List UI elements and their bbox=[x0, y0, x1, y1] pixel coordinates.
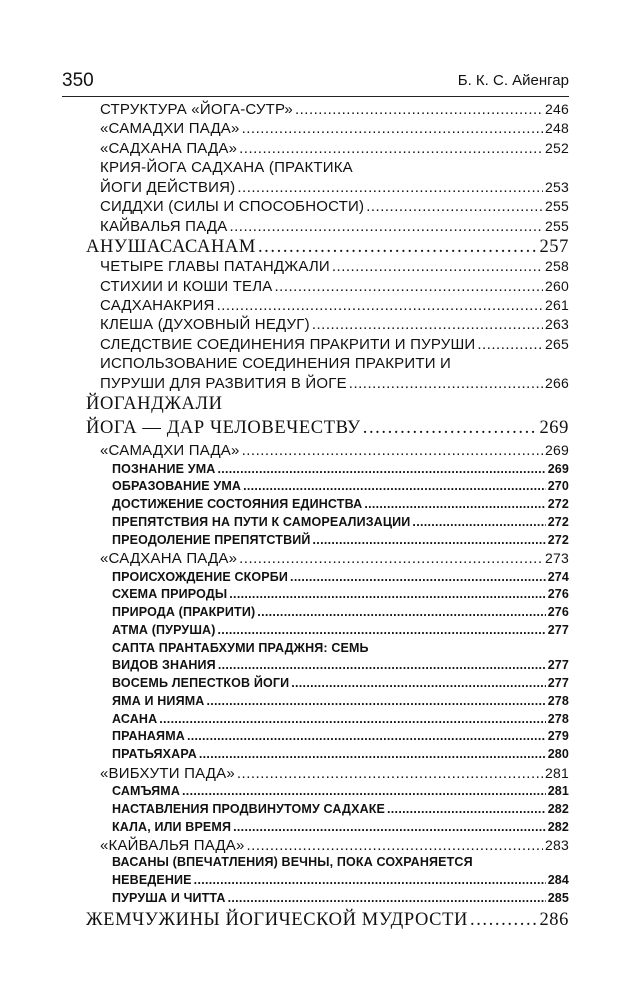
toc-entry bbox=[112, 533, 569, 547]
toc-entry bbox=[112, 855, 569, 869]
toc-entry bbox=[100, 258, 569, 275]
toc-entry-page: 248 bbox=[545, 120, 569, 137]
toc-leader-dots bbox=[159, 712, 545, 726]
toc-entry bbox=[86, 910, 569, 931]
toc-entry bbox=[86, 394, 569, 415]
toc-leader-dots bbox=[194, 873, 546, 887]
toc-leader-dots bbox=[242, 442, 543, 459]
toc-entry bbox=[100, 765, 569, 782]
toc-entry-page: 284 bbox=[547, 872, 569, 887]
toc-entry-title: СТРУКТУРА «ЙОГА-СУТР» bbox=[100, 101, 293, 118]
toc-entry bbox=[112, 694, 569, 708]
toc-entry bbox=[100, 375, 569, 392]
toc-entry-title: ОБРАЗОВАНИЕ УМА bbox=[112, 479, 242, 494]
toc-entry-page: 253 bbox=[545, 178, 569, 195]
toc-leader-dots bbox=[182, 784, 546, 798]
toc-entry-page: 282 bbox=[547, 819, 569, 834]
toc-entry-title: КАЛА, ИЛИ ВРЕМЯ bbox=[112, 819, 232, 834]
toc-entry-title: ПРЕПЯТСТВИЯ НА ПУТИ К САМОРЕАЛИЗАЦИИ bbox=[112, 514, 411, 529]
toc-entry-title: ЧЕТЫРЕ ГЛАВЫ ПАТАНДЖАЛИ bbox=[100, 258, 330, 276]
toc-entry bbox=[112, 462, 569, 476]
toc-leader-dots bbox=[218, 658, 546, 672]
toc-entry-title: «КАЙВАЛЬЯ ПАДА» bbox=[100, 837, 245, 855]
toc-entry-title: ЙОГАНДЖАЛИ bbox=[86, 394, 223, 414]
toc-entry-title: АТМА (ПУРУША) bbox=[112, 622, 216, 637]
toc-leader-dots bbox=[332, 258, 543, 275]
toc-leader-dots bbox=[290, 570, 546, 584]
toc-entry bbox=[100, 179, 569, 196]
toc-entry-title: ПРИРОДА (ПРАКРИТИ) bbox=[112, 605, 256, 620]
toc-entry bbox=[100, 140, 569, 157]
toc-entry-title: «САМАДХИ ПАДА» bbox=[100, 442, 240, 460]
toc-entry-page: 258 bbox=[545, 258, 569, 275]
toc-entry-page: 272 bbox=[547, 532, 569, 547]
toc-entry bbox=[112, 891, 569, 905]
toc-entry-title: ЖЕМЧУЖИНЫ ЙОГИЧЕСКОЙ МУДРОСТИ bbox=[86, 910, 468, 930]
toc-entry-title: ПОЗНАНИЕ УМА bbox=[112, 461, 216, 476]
toc-entry-title: ПРАНАЯМА bbox=[112, 729, 185, 744]
toc-entry-page: 277 bbox=[547, 676, 569, 691]
toc-entry-page: 282 bbox=[547, 801, 569, 816]
header-rule bbox=[62, 96, 569, 97]
toc-entry bbox=[100, 278, 569, 295]
toc-entry-page: 280 bbox=[547, 747, 569, 761]
toc-leader-dots bbox=[239, 550, 543, 567]
toc-entry-page: 285 bbox=[547, 890, 569, 905]
toc-entry-page: 269 bbox=[545, 442, 569, 459]
toc-entry bbox=[112, 515, 569, 529]
toc-entry-page: 277 bbox=[547, 658, 569, 673]
toc-entry bbox=[112, 802, 569, 816]
toc-entry-title: ИСПОЛЬЗОВАНИЕ СОЕДИНЕНИЯ ПРАКРИТИ И bbox=[100, 355, 452, 373]
toc-entry bbox=[100, 297, 569, 314]
toc-leader-dots bbox=[228, 891, 546, 905]
toc-entry-title: КАЙВАЛЬЯ ПАДА bbox=[100, 217, 228, 235]
toc-entry-page: 276 bbox=[547, 587, 569, 602]
toc-entry bbox=[112, 747, 569, 761]
page-number: 350 bbox=[62, 70, 94, 91]
toc-entry bbox=[112, 658, 569, 672]
toc-entry-title: СХЕМА ПРИРОДЫ bbox=[112, 587, 228, 602]
toc-entry bbox=[112, 497, 569, 511]
toc-leader-dots bbox=[295, 101, 543, 118]
toc-leader-dots bbox=[247, 837, 544, 854]
toc-entry-page: 277 bbox=[547, 622, 569, 637]
toc-entry-page: 252 bbox=[545, 139, 569, 156]
toc-entry-page: 273 bbox=[545, 550, 569, 567]
toc-entry-page: 269 bbox=[547, 461, 569, 476]
toc-leader-dots bbox=[233, 820, 546, 834]
toc-entry bbox=[112, 641, 569, 655]
toc-entry-title: СЛЕДСТВИЕ СОЕДИНЕНИЯ ПРАКРИТИ И ПУРУШИ bbox=[100, 335, 476, 353]
toc-entry-title: ПУРУША И ЧИТТА bbox=[112, 890, 226, 905]
toc-entry-page: 263 bbox=[545, 316, 569, 333]
toc-entry-page: 278 bbox=[547, 693, 569, 708]
toc-entry-title: КЛЕША (ДУХОВНЫЙ НЕДУГ) bbox=[100, 316, 310, 334]
toc-entry-title: ПУРУШИ ДЛЯ РАЗВИТИЯ В ЙОГЕ bbox=[100, 374, 347, 392]
toc-entry-title: ДОСТИЖЕНИЕ СОСТОЯНИЯ ЕДИНСТВА bbox=[112, 497, 363, 512]
toc-entry-page: 265 bbox=[545, 335, 569, 352]
toc-entry-title: ПРОИСХОЖДЕНИЕ СКОРБИ bbox=[112, 569, 289, 584]
toc-entry-title: НАСТАВЛЕНИЯ ПРОДВИНУТОМУ САДХАКЕ bbox=[112, 801, 386, 816]
toc-entry-title: ПРАТЬЯХАРА bbox=[112, 747, 197, 761]
toc-entry-page: 255 bbox=[545, 198, 569, 215]
toc-leader-dots bbox=[291, 676, 545, 690]
toc-leader-dots bbox=[239, 140, 543, 157]
toc-leader-dots bbox=[275, 278, 544, 295]
toc-entry bbox=[112, 623, 569, 637]
toc-entry bbox=[100, 316, 569, 333]
toc-entry-title: ЙОГИ ДЕЙСТВИЯ) bbox=[100, 178, 236, 196]
toc-entry-title: «САМАДХИ ПАДА» bbox=[100, 120, 240, 138]
toc-entry-title: «ВИБХУТИ ПАДА» bbox=[100, 764, 235, 782]
toc-entry-page: 272 bbox=[547, 497, 569, 512]
toc-entry bbox=[86, 418, 569, 439]
toc-entry-page: 286 bbox=[539, 910, 569, 930]
toc-leader-dots bbox=[187, 729, 546, 743]
toc-entry bbox=[100, 550, 569, 567]
toc-leader-dots bbox=[237, 179, 543, 196]
toc-entry-page: 281 bbox=[547, 784, 569, 799]
toc-entry bbox=[112, 676, 569, 690]
toc-entry-title: ВИДОВ ЗНАНИЯ bbox=[112, 658, 216, 673]
toc-leader-dots bbox=[412, 515, 545, 529]
toc-leader-dots bbox=[313, 533, 546, 547]
toc-entry-page: 270 bbox=[547, 479, 569, 494]
toc-entry-title: ВОСЕМЬ ЛЕПЕСТКОВ ЙОГИ bbox=[112, 676, 290, 691]
toc-leader-dots bbox=[312, 316, 543, 333]
toc-entry-page: 278 bbox=[547, 711, 569, 726]
toc-leader-dots bbox=[470, 910, 537, 931]
toc-entry-page: 276 bbox=[547, 605, 569, 620]
toc-leader-dots bbox=[243, 479, 546, 493]
toc-entry-page: 257 bbox=[539, 237, 569, 257]
toc-entry-page: 255 bbox=[545, 217, 569, 234]
toc-leader-dots bbox=[237, 765, 543, 782]
running-title: Б. К. С. Айенгар bbox=[457, 72, 569, 89]
toc-leader-dots bbox=[229, 587, 545, 601]
toc-entry-page: 266 bbox=[545, 374, 569, 391]
toc-leader-dots bbox=[199, 747, 546, 761]
toc-entry-title: АСАНА bbox=[112, 711, 158, 726]
toc-entry-title: САПТА ПРАНТАБХУМИ ПРАДЖНЯ: СЕМЬ bbox=[112, 640, 369, 655]
toc-leader-dots bbox=[387, 802, 546, 816]
toc-leader-dots bbox=[229, 218, 543, 235]
toc-entry bbox=[112, 729, 569, 743]
toc-entry-page: 274 bbox=[547, 569, 569, 584]
toc-entry-title: ЯМА И НИЯМА bbox=[112, 693, 205, 708]
toc-entry-title: ВАСАНЫ (ВПЕЧАТЛЕНИЯ) ВЕЧНЫ, ПОКА СОХРАНЯЕТСЯ bbox=[112, 855, 473, 870]
toc-leader-dots bbox=[477, 336, 543, 353]
toc-leader-dots bbox=[218, 623, 546, 637]
toc-entry-page: 246 bbox=[545, 101, 569, 117]
toc-leader-dots bbox=[349, 375, 543, 392]
toc-entry-title: КРИЯ-ЙОГА САДХАНА (ПРАКТИКА bbox=[100, 159, 353, 177]
toc-entry-title: САДХАНАКРИЯ bbox=[100, 296, 215, 314]
toc-entry bbox=[112, 587, 569, 601]
toc-entry bbox=[100, 159, 569, 176]
toc-entry bbox=[100, 218, 569, 235]
toc-leader-dots bbox=[257, 605, 545, 619]
toc-entry bbox=[112, 479, 569, 493]
toc-leader-dots bbox=[364, 497, 545, 511]
toc-entry bbox=[100, 336, 569, 353]
toc-entry-title: «САДХАНА ПАДА» bbox=[100, 550, 238, 568]
toc-entry bbox=[100, 198, 569, 215]
toc-entry-page: 260 bbox=[545, 277, 569, 294]
toc-leader-dots bbox=[242, 120, 543, 137]
toc-entry-title: ЙОГА — ДАР ЧЕЛОВЕЧЕСТВУ bbox=[86, 417, 361, 438]
toc-entry bbox=[112, 570, 569, 584]
toc-entry bbox=[100, 355, 569, 372]
toc-entry-page: 272 bbox=[547, 514, 569, 529]
toc-entry-title: АНУШАСАСАНАМ bbox=[86, 237, 256, 257]
toc-leader-dots bbox=[206, 694, 545, 708]
toc-entry-title: НЕВЕДЕНИЕ bbox=[112, 872, 192, 887]
toc-leader-dots bbox=[258, 237, 538, 258]
toc-entry bbox=[112, 784, 569, 798]
toc-entry-page: 281 bbox=[545, 764, 569, 781]
toc-entry-title: СИДДХИ (СИЛЫ И СПОСОБНОСТИ) bbox=[100, 198, 365, 216]
toc-entry bbox=[112, 712, 569, 726]
toc-leader-dots bbox=[217, 462, 545, 476]
page-header bbox=[62, 70, 569, 96]
toc-entry-page: 279 bbox=[547, 729, 569, 744]
toc-entry-title: ПРЕОДОЛЕНИЕ ПРЕПЯТСТВИЙ bbox=[112, 532, 311, 547]
toc-entry bbox=[100, 837, 569, 854]
toc-entry bbox=[100, 442, 569, 459]
toc-entry-page: 261 bbox=[545, 296, 569, 313]
toc-entry bbox=[86, 237, 569, 258]
toc-entry bbox=[100, 101, 569, 118]
toc-entry-title: САМЪЯМА bbox=[112, 784, 181, 799]
toc-entry-title: СТИХИИ И КОШИ ТЕЛА bbox=[100, 277, 273, 295]
toc-entry bbox=[112, 820, 569, 834]
toc-leader-dots bbox=[217, 297, 543, 314]
toc-leader-dots bbox=[366, 198, 543, 215]
toc-entry bbox=[112, 873, 569, 887]
toc-entry-page: 283 bbox=[545, 837, 569, 854]
toc-entry bbox=[112, 605, 569, 619]
toc-leader-dots bbox=[363, 418, 538, 439]
toc-entry-title: «САДХАНА ПАДА» bbox=[100, 139, 238, 157]
toc-entry bbox=[100, 120, 569, 137]
toc-entry-page: 269 bbox=[539, 417, 569, 438]
